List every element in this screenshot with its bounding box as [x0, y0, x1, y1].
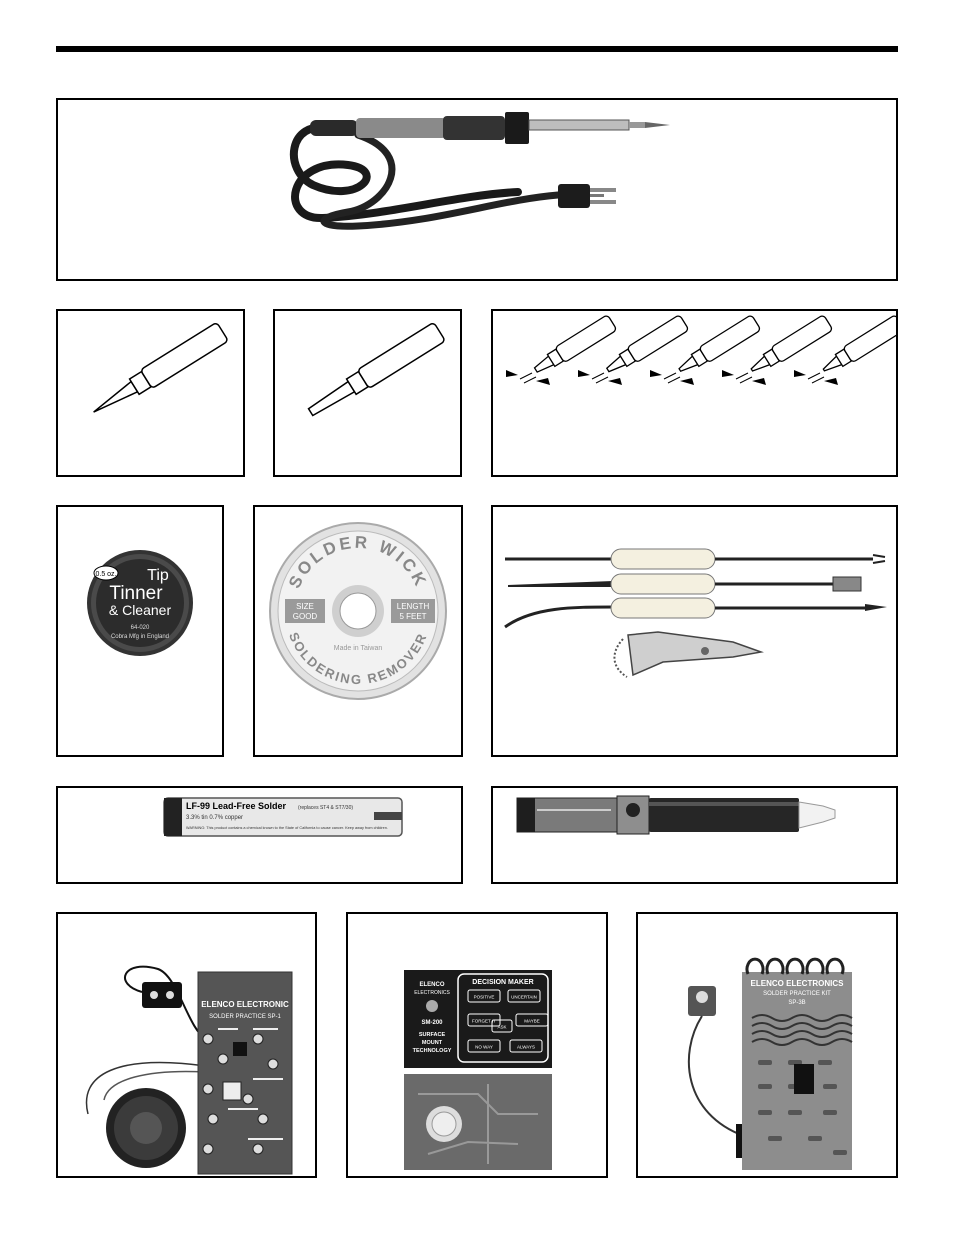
solder-warning: WARNING: This product contains a chemical known to the State of California to cause cancer. Keep away from children. — [186, 826, 388, 830]
sp3b-wire-loop — [767, 959, 783, 974]
sp3b-resistor — [768, 1136, 782, 1141]
tip-size-1 — [531, 315, 617, 378]
sp1-pad — [208, 1114, 218, 1124]
tip-size-4 — [747, 315, 833, 378]
sp3b-wire-loop — [807, 959, 823, 974]
soldering-iron-panel — [56, 98, 898, 281]
desoldering-pump-panel — [491, 786, 898, 884]
tinner-line2: Tinner — [109, 583, 163, 604]
sp1-pad — [258, 1114, 268, 1124]
sp3b-resistor — [788, 1110, 802, 1115]
tip-size-5 — [819, 315, 896, 378]
solder-note: (replaces ST4 & ST7/30) — [298, 805, 354, 811]
sm200-button-label: NO WAY — [475, 1044, 493, 1050]
tip-tinner-panel — [56, 505, 224, 757]
tinner-line3: & Cleaner — [108, 602, 172, 618]
sm200-button-label: UNCERTAIN — [511, 994, 537, 1000]
sp1-pad — [203, 1084, 213, 1094]
sp3b-resistor — [818, 1060, 832, 1065]
sm200-button-label: FORGET IT — [472, 1018, 496, 1024]
sp3b-resistor — [758, 1060, 772, 1065]
sp3b-kit-photo — [638, 914, 896, 1176]
sp1-chip — [233, 1042, 247, 1056]
sp3b-title: ELENCO ELECTRONICS — [750, 979, 844, 988]
sp1-pad — [243, 1094, 253, 1104]
tip-sizes-panel — [491, 309, 898, 477]
sp3b-subtitle: SOLDER PRACTICE KIT — [763, 991, 831, 997]
sp3b-resistor — [823, 1110, 837, 1115]
sp1-pad — [253, 1144, 263, 1154]
sp3b-resistor — [833, 1150, 847, 1155]
sp1-pad — [218, 1054, 228, 1064]
sm200-kit-panel — [346, 912, 608, 1178]
tinner-part: 64-020 — [130, 625, 150, 631]
sp3b-resistor — [808, 1136, 822, 1141]
sp1-title: ELENCO ELECTRONIC — [201, 1000, 289, 1009]
tip-sizes-illustration — [493, 311, 896, 475]
sp1-pad — [253, 1034, 263, 1044]
sp1-socket — [223, 1082, 241, 1100]
wick-bottom-text: SOLDERING REMOVER — [286, 629, 431, 688]
sm200-model: SM-200 — [421, 1020, 443, 1026]
sm200-brand1: ELENCO — [419, 982, 445, 988]
sp3b-wire-loop — [787, 959, 803, 974]
sm200-tech2: MOUNT — [421, 1040, 443, 1046]
soldering-aids-panel — [491, 505, 898, 757]
tinner-size: 0.5 oz. — [95, 571, 117, 578]
sp3b-wire-loop — [747, 959, 763, 974]
sp3b-model: SP-3B — [788, 1000, 806, 1006]
tinner-origin: Cobra Mfg in England — [110, 634, 170, 640]
conical-tip-panel — [56, 309, 245, 477]
header-rule — [56, 46, 898, 52]
sp1-pad — [203, 1034, 213, 1044]
sp3b-resistor — [823, 1084, 837, 1089]
conical-tip-icon — [58, 311, 243, 475]
solder-wick-spool — [255, 507, 461, 755]
sm200-button-label: ASK — [497, 1024, 507, 1030]
sp3b-resistor — [758, 1084, 772, 1089]
sm200-button-label: ALWAYS — [517, 1044, 535, 1050]
chisel-tip-icon — [275, 311, 460, 475]
wick-size-value: GOOD — [292, 612, 318, 621]
sm200-button-label: POSITIVE — [473, 994, 495, 1000]
tip-size-2 — [603, 315, 689, 378]
sm200-button-label: MAYBE — [524, 1018, 540, 1024]
wick-made-in: Made in Taiwan — [333, 645, 383, 652]
sp3b-kit-panel — [636, 912, 898, 1178]
sp1-pad — [268, 1059, 278, 1069]
sp1-pad — [203, 1144, 213, 1154]
wick-size-label: SIZE — [296, 602, 314, 611]
sp1-kit-panel — [56, 912, 317, 1178]
sm200-tech3: TECHNOLOGY — [412, 1048, 452, 1054]
sp3b-ic — [794, 1064, 814, 1094]
chisel-tip-panel — [273, 309, 462, 477]
solder-wick-panel — [253, 505, 463, 757]
tip-size-3 — [675, 315, 761, 378]
sm200-brand2: ELECTRONICS — [414, 990, 450, 996]
sp1-subtitle: SOLDER PRACTICE SP-1 — [209, 1014, 281, 1020]
desoldering-pump-illustration — [493, 788, 896, 882]
solder-alloy: 3.3% tin 0.7% copper — [186, 815, 244, 821]
wick-top-text: SOLDER WICK — [284, 532, 432, 592]
sm200-kit-photo — [348, 914, 606, 1176]
wick-length-label: LENGTH — [396, 602, 430, 611]
sm200-board-title: DECISION MAKER — [472, 979, 534, 986]
soldering-aids-illustration — [493, 507, 896, 755]
solder-tube-panel — [56, 786, 463, 884]
solder-tube-illustration — [58, 788, 461, 882]
sp1-kit-photo — [58, 914, 315, 1176]
tip-tinner-tin — [58, 507, 222, 755]
sp3b-resistor — [758, 1110, 772, 1115]
solder-brand: LF-99 Lead-Free Solder — [186, 801, 287, 811]
sp3b-wire-loop — [827, 959, 843, 974]
wick-length-value: 5 FEET — [399, 612, 427, 621]
soldering-iron-illustration — [58, 100, 896, 279]
tinner-line1: Tip — [147, 567, 169, 584]
sm200-tech1: SURFACE — [418, 1032, 446, 1038]
